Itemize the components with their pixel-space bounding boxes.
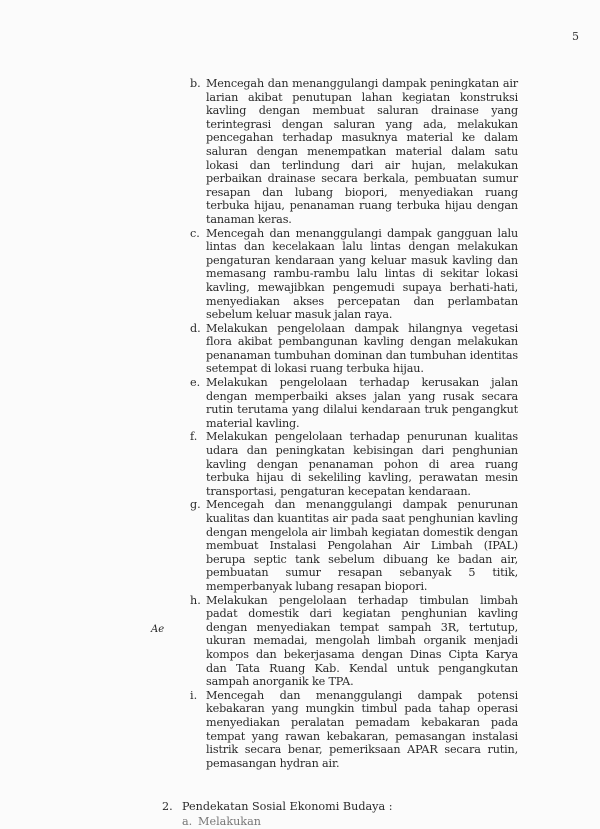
- list-marker: i.: [190, 688, 198, 702]
- list-marker: c.: [190, 226, 200, 240]
- list-item-text: Mencegah dan menanggulangi dampak gangguan lalu lintas dan kecelakaan lalu lintas dengan melakukan pengaturan kendaraan yang keluar masuk kavling dan memasang rambu-rambu lalu lintas di sekitar lokasi kavling, mewajibkan pengemudi supaya berhati-hati, menyediakan akses percepatan dan perlambatan sebelum keluar masuk jalan raya.: [206, 226, 518, 322]
- section-title: Pendekatan Sosial Ekonomi Budaya :: [182, 800, 393, 813]
- list-marker: g.: [190, 498, 201, 512]
- list-item-g: [190, 498, 518, 593]
- list-item-text: Mencegah dan menanggulangi dampak penurunan kualitas dan kuantitas air pada saat penghunian kavling dengan mengelola air limbah kegiatan domestik dengan membuat Instalasi Pengolahan Air Limbah (IPAL) berupa septic tank sebelum dibuang ke badan air, pembuatan sumur resapan sebanyak 5 titik, memperbanyak lubang resapan biopori.: [206, 498, 518, 593]
- list-item-h: [190, 594, 518, 689]
- section-number: 2.: [162, 800, 173, 813]
- list-marker: e.: [190, 376, 201, 390]
- list-item-text: Mencegah dan menanggulangi dampak peningkatan air larian akibat penutupan lahan kegiatan konstruksi kavling dengan membuat saluran drainase yang terintegrasi dengan saluran yang ada, melakukan pencegahan terhadap masuknya material ke dalam saluran dengan menempatkan material dalam satu lokasi dan terlindung dari air hujan, melakukan perbaikan drainase secara berkala, pembuatan sumur resapan dan lubang biopori, menyediakan ruang terbuka hijau, penanaman ruang terbuka hijau dengan tanaman keras.: [206, 77, 518, 226]
- list-marker: h.: [190, 593, 201, 607]
- list-item-c: [190, 227, 518, 322]
- list-item-d: [190, 322, 518, 376]
- list-marker: f.: [190, 430, 198, 444]
- handwritten-initial: Ae: [151, 624, 165, 635]
- list-item-text: Melakukan pengelolaan terhadap timbulan limbah padat domestik dari kegiatan penghunian kavling dengan menyediakan tempat sampah 3R, tertutup, ukuran memadai, mengolah limbah organik menjadi kompos dan bekerjasama dengan Dinas Cipta Karya dan Tata Ruang Kab. Kendal untuk pengangkutan sampah anorganik ke TPA.: [206, 593, 518, 689]
- sub-item-a: [182, 815, 542, 829]
- mitigation-list: [190, 77, 518, 770]
- section-heading: [162, 800, 542, 814]
- list-item-text: Melakukan pengelolaan dampak hilangnya vegetasi flora akibat pembangunan kavling dengan melakukan penanaman tumbuhan dominan dan tumbuhan identitas setempat di lokasi ruang terbuka hijau.: [206, 321, 518, 376]
- list-item-b: [190, 77, 518, 227]
- list-item-text: Mencegah dan menanggulangi dampak potensi kebakaran yang mungkin timbul pada tahap operasi menyediakan peralatan pemadam kebakaran pada tempat yang rawan kebakaran, pemasangan instalasi listrik secara benar, pemeriksaan APAR secara rutin, pemasangan hydran air.: [206, 688, 518, 770]
- list-marker: a.: [182, 815, 193, 828]
- list-marker: d.: [190, 321, 201, 335]
- list-item-f: [190, 430, 518, 498]
- list-item-i: [190, 689, 518, 771]
- page-number: 5: [572, 30, 579, 43]
- list-item-e: [190, 376, 518, 430]
- list-item-text: Melakukan pengelolaan terhadap kerusakan jalan dengan memperbaiki akses jalan yang rusak secara rutin terutama yang dilalui kendaraan truk pengangkut material kavling.: [206, 376, 518, 430]
- list-item-text: Melakukan: [198, 815, 261, 828]
- list-item-text: Melakukan pengelolaan terhadap penurunan kualitas udara dan peningkatan kebisingan dari penghunian kavling dengan penanaman pohon di area ruang terbuka hijau di sekeliling kavling, perawatan mesin transportasi, pengaturan kecepatan kendaraan.: [206, 430, 518, 498]
- list-marker: b.: [190, 77, 201, 90]
